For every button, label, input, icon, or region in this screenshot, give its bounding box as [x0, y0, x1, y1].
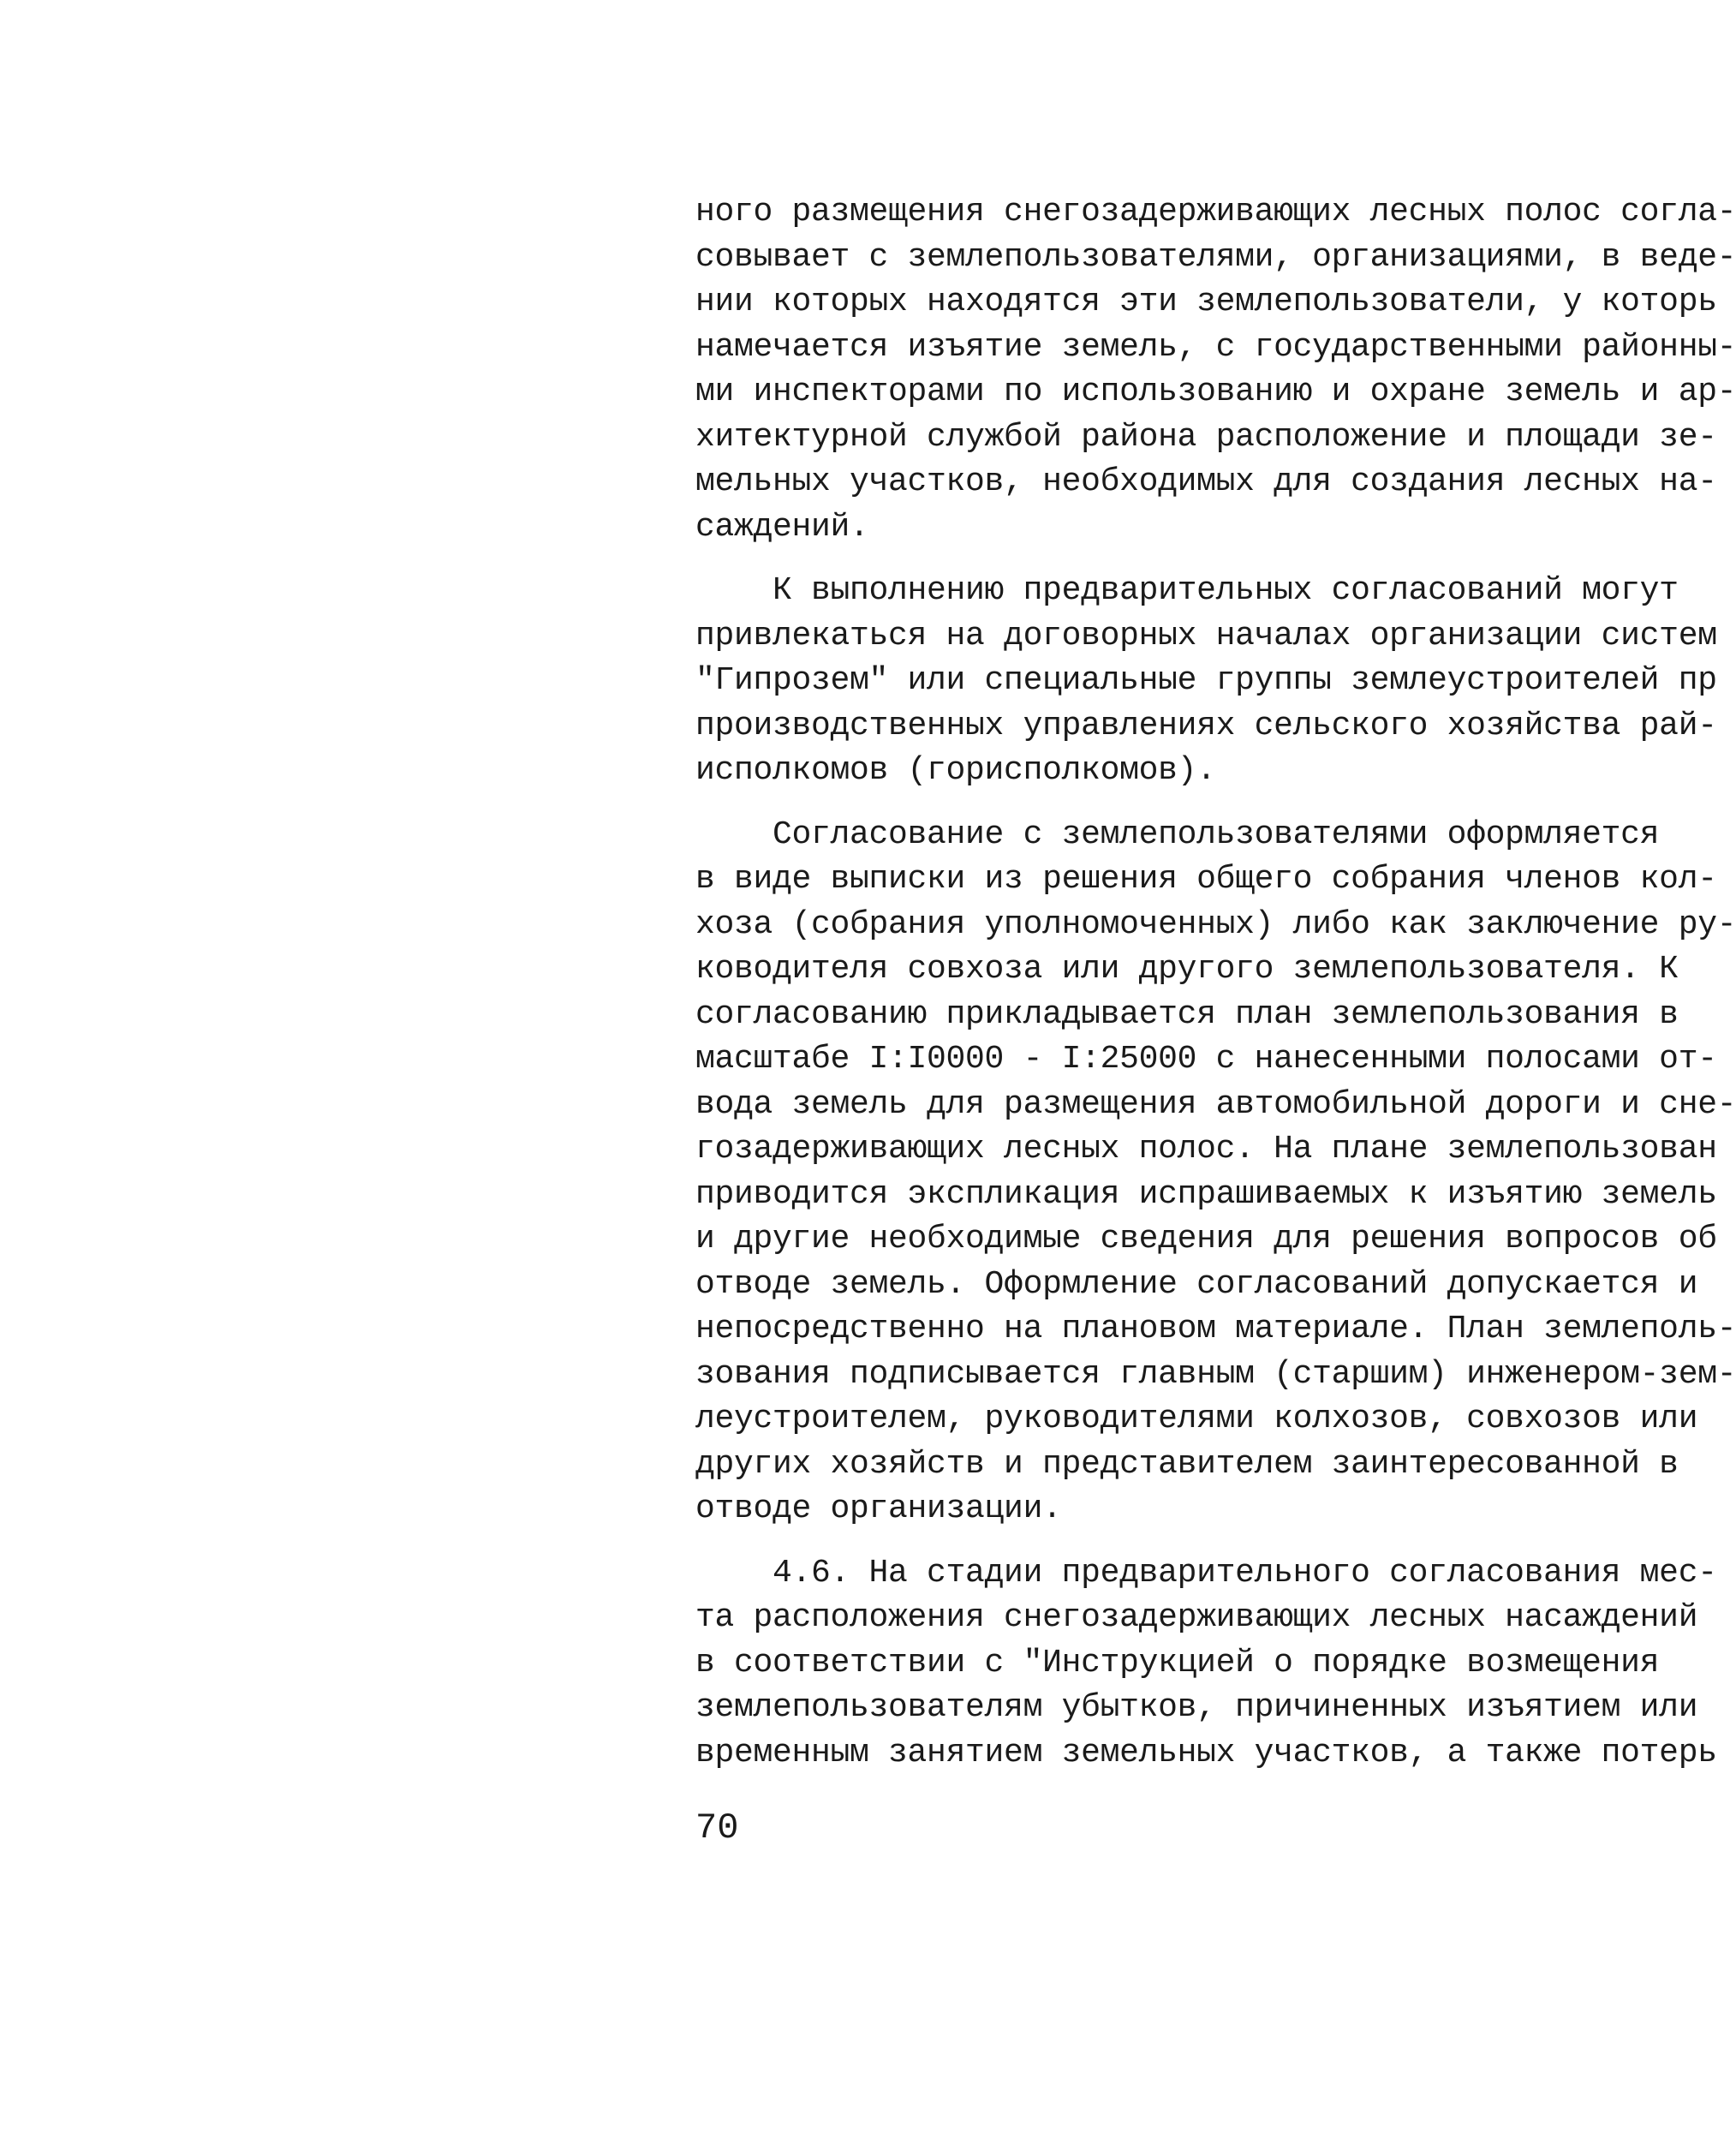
text-line: нии которых находятся эти землепользователи, у которь — [695, 284, 1717, 320]
text-line: привлекаться на договорных началах организации систем — [695, 617, 1717, 654]
text-line: вода земель для размещения автомобильной дороги и сне- — [695, 1085, 1736, 1123]
text-line: отводе организации. — [695, 1490, 1062, 1527]
text-line: зования подписывается главным (старшим) инженером-зем- — [695, 1355, 1736, 1393]
text-line: совывает с землепользователями, организациями, в веде- — [695, 238, 1736, 276]
text-line: хитектурной службой района расположение и площади зе- — [695, 418, 1717, 456]
text-line: временным занятием земельных участков, а также потерь — [695, 1734, 1717, 1771]
text-line: та расположения снегозадерживающих лесных насаждений — [695, 1599, 1698, 1636]
text-line: Согласование с землепользователями оформляется — [695, 815, 1660, 853]
text-line: леустроителем, руководителями колхозов, совхозов или — [695, 1401, 1698, 1437]
text-line: гозадерживающих лесных полос. На плане землепользован — [695, 1131, 1717, 1168]
paragraph-2 — [695, 569, 1717, 794]
text-line: исполкомов (горисполкомов). — [695, 752, 1216, 789]
text-line: "Гипрозем" или специальные группы землеустроителей пр — [695, 662, 1717, 699]
text-line: масштабе I:I0000 - I:25000 с нанесенными полосами от- — [695, 1041, 1717, 1078]
text-line: 4.6. На стадии предварительного согласования мес- — [695, 1554, 1717, 1592]
text-line: в виде выписки из решения общего собрания членов кол- — [695, 861, 1717, 898]
text-line: других хозяйств и представителем заинтересованной в — [695, 1445, 1679, 1483]
text-line: землепользователям убытков, причиненных изъятием или — [695, 1689, 1698, 1726]
paragraph-3 — [695, 813, 1736, 1532]
text-line: мельных участков, необходимых для создания лесных на- — [695, 463, 1717, 500]
text-line: и другие необходимые сведения для решения вопросов об — [695, 1221, 1717, 1257]
page-number: 70 — [695, 1807, 739, 1848]
text-line: в соответствии с "Инструкцией о порядке возмещения — [695, 1644, 1660, 1681]
text-line: производственных управлениях сельского хозяйства рай- — [695, 707, 1717, 744]
body-text — [695, 190, 1736, 1795]
text-line: намечается изъятие земель, с государственными районны- — [695, 328, 1736, 366]
text-line: приводится экспликация испрашиваемых к изъятию земель — [695, 1175, 1717, 1213]
text-line: ми инспекторами по использованию и охране земель и ар- — [695, 373, 1736, 410]
paragraph-1 — [695, 190, 1736, 550]
text-line: ководителя совхоза или другого землепользователя. К — [695, 951, 1679, 988]
text-line: ного размещения снегозадерживающих лесных полос согла- — [695, 194, 1736, 230]
text-line: хоза (собрания уполномоченных) либо как заключение ру- — [695, 905, 1736, 943]
paragraph-4 — [695, 1551, 1717, 1777]
text-line: К выполнению предварительных согласований могут — [695, 572, 1679, 609]
text-line: отводе земель. Оформление согласований допускается и — [695, 1265, 1698, 1303]
text-line: согласованию прикладывается план землепользования в — [695, 995, 1679, 1033]
text-line: саждений. — [695, 508, 869, 546]
text-line: непосредственно на плановом материале. План землеполь- — [695, 1311, 1736, 1347]
